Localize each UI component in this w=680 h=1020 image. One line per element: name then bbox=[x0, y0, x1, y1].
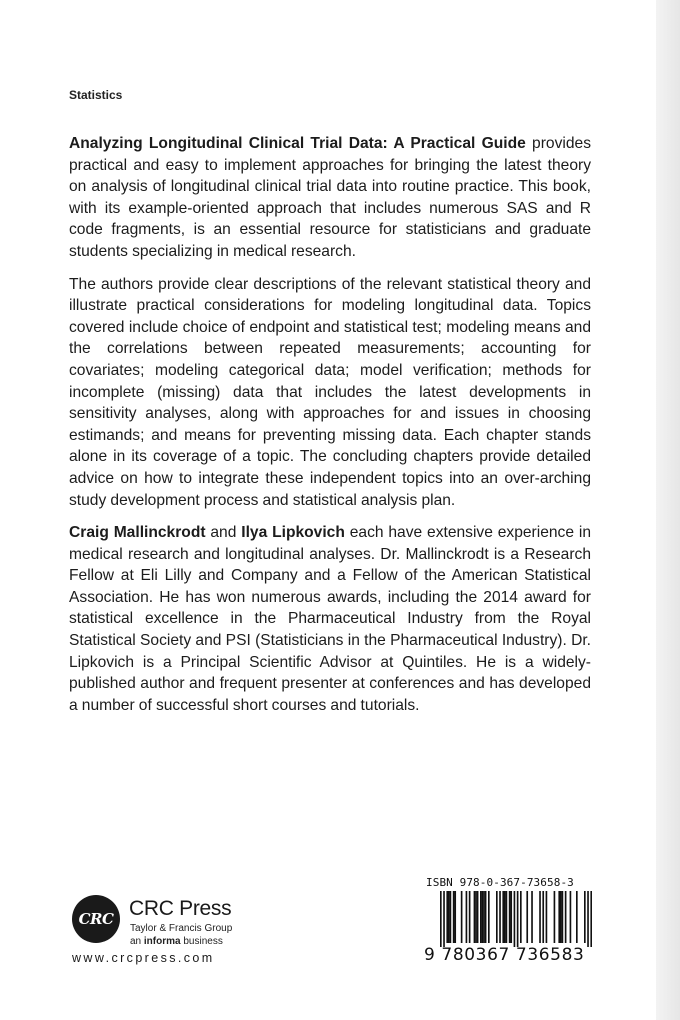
barcode-bar bbox=[466, 891, 468, 943]
barcode-bar bbox=[517, 891, 519, 947]
barcode-bar bbox=[587, 891, 589, 947]
category-label: Statistics bbox=[69, 88, 123, 102]
spine-edge bbox=[656, 0, 680, 1020]
barcode-bar bbox=[483, 891, 485, 943]
barcode-bars bbox=[440, 891, 592, 947]
barcode-bar bbox=[474, 891, 476, 943]
barcode-bar bbox=[546, 891, 548, 943]
book-title: Analyzing Longitudinal Clinical Trial Data: A Practical Guide bbox=[69, 135, 526, 152]
barcode-bar bbox=[485, 891, 487, 943]
barcode-bar bbox=[584, 891, 586, 943]
barcode-bar bbox=[510, 891, 512, 943]
author-name-1: Craig Mallinckrodt bbox=[69, 524, 206, 542]
publisher-url: www.crcpress.com bbox=[72, 951, 215, 965]
barcode-bar bbox=[565, 891, 567, 943]
barcode-bar bbox=[475, 891, 477, 943]
barcode-bar bbox=[590, 891, 592, 947]
barcode-bar bbox=[504, 891, 506, 943]
barcode-bar bbox=[482, 891, 484, 943]
barcode-bar bbox=[554, 891, 556, 943]
crc-logo-icon bbox=[72, 895, 120, 943]
barcode-bar bbox=[440, 891, 442, 947]
barcode-bar bbox=[509, 891, 511, 943]
business-suffix: business bbox=[180, 936, 223, 947]
barcode-bar bbox=[469, 891, 471, 943]
barcode-bar bbox=[499, 891, 501, 943]
back-cover-description bbox=[69, 133, 591, 727]
crc-logo-text: CRC bbox=[78, 910, 114, 928]
barcode-bar bbox=[576, 891, 578, 943]
barcode-bar bbox=[480, 891, 482, 943]
barcode-bar bbox=[539, 891, 541, 943]
isbn-label: ISBN 978-0-367-73658-3 bbox=[426, 876, 574, 889]
publisher-logo bbox=[72, 895, 262, 967]
paragraph-intro bbox=[69, 133, 591, 263]
informa-brand: informa bbox=[143, 936, 181, 947]
author-name-2: Ilya Lipkovich bbox=[241, 524, 345, 542]
barcode-bar bbox=[558, 891, 560, 943]
barcode-bar bbox=[531, 891, 533, 943]
barcode-bar bbox=[448, 891, 450, 943]
barcode-bar bbox=[454, 891, 456, 943]
barcode-bar bbox=[560, 891, 562, 943]
barcode-bar bbox=[477, 891, 479, 943]
business-prefix: an bbox=[130, 936, 144, 947]
barcode-bar bbox=[496, 891, 498, 943]
barcode-bar bbox=[570, 891, 572, 943]
barcode-bar bbox=[443, 891, 445, 947]
barcode-bar bbox=[514, 891, 516, 947]
barcode-digits: 9 780367 736583 bbox=[424, 945, 585, 965]
intro-text: provides practical and easy to implement approaches for bringing the latest theory on analysis of longitudinal clinical trial data into routine practice. This book, with its example-oriented approach that includes numerous SAS and R code fragments, is an essential resource for statisticians and graduate students specializing in medical research. bbox=[69, 135, 591, 260]
barcode-bar bbox=[488, 891, 490, 943]
barcode-bar bbox=[542, 891, 544, 943]
barcode-bar bbox=[446, 891, 448, 943]
barcode-bar bbox=[520, 891, 522, 943]
isbn-barcode bbox=[420, 876, 598, 976]
barcode-bar bbox=[506, 891, 508, 943]
barcode-bar bbox=[526, 891, 528, 943]
paragraph-topics: The authors provide clear descriptions of the relevant statistical theory and illustrate practical considerations for modeling longitudinal data. Topics covered include choice of endpoint and statistical test; modeling means and the correlations between repeated measurements; accounting for covariates; modeling categorical data; model verification; methods for incomplete (missing) data that includes the latest developments in sensitivity analyses, along with approaches for and issues in choosing estimands; and means for preventing missing data. Each chapter stands alone in its coverage of a topic. The concluding chapters provide detailed advice on how to integrate these independent topics into an over-arching study development process and statistical analysis plan. bbox=[69, 275, 591, 509]
barcode-bar bbox=[450, 891, 452, 943]
author-conjunction: and bbox=[205, 524, 242, 542]
paragraph-authors bbox=[69, 522, 591, 716]
barcode-bar bbox=[562, 891, 564, 943]
barcode-bar bbox=[502, 891, 504, 943]
barcode-bar bbox=[461, 891, 463, 943]
publisher-name: CRC Press bbox=[129, 897, 232, 920]
barcode-bar bbox=[453, 891, 455, 943]
publisher-business-line bbox=[130, 936, 223, 947]
author-bio-text: each have extensive experience in medical research and longitudinal analyses. Dr. Mallinckrodt is a Research Fellow at Eli Lilly and Company and a Fellow of the American Statistical Association. He has won numerous awards, including the 2014 award for statistical excellence in the Pharmaceutical Industry from the Royal Statistical Society and PSI (Statisticians in the Pharmaceutical Industry). Dr. Lipkovich is a Principal Scientific Advisor at Quintiles. He is a widely-published author and frequent presenter at conferences and has developed a number of successful short courses and tutorials. bbox=[69, 524, 591, 714]
publisher-group: Taylor & Francis Group bbox=[130, 923, 233, 934]
